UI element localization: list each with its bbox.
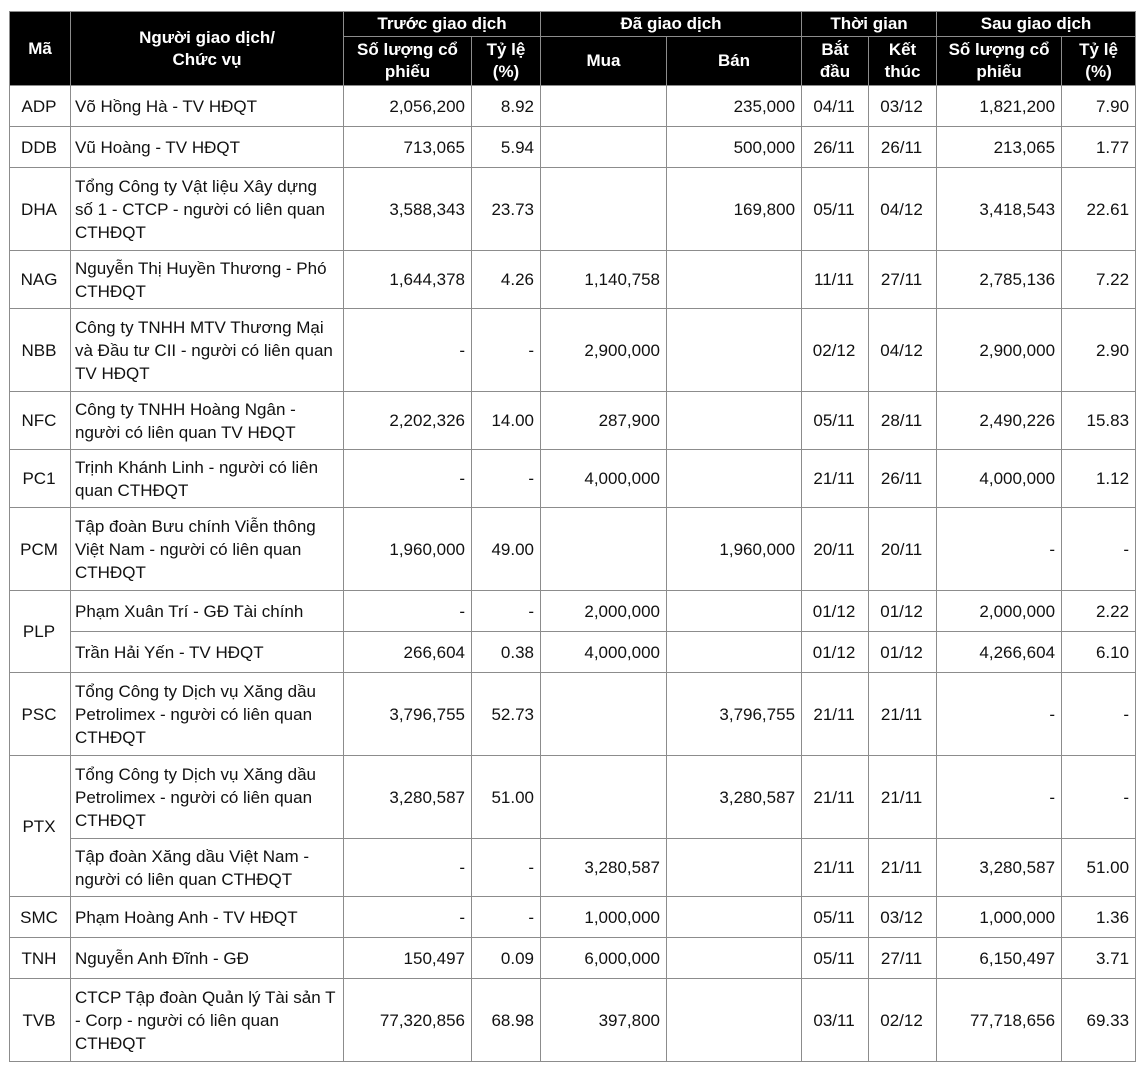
cell-ban: 3,796,755 [667, 673, 802, 756]
cell-name: Phạm Xuân Trí - GĐ Tài chính [71, 591, 344, 632]
cell-mua: 1,140,758 [541, 251, 667, 309]
cell-start: 21/11 [802, 673, 869, 756]
cell-start: 20/11 [802, 508, 869, 591]
cell-sau-sl: 3,280,587 [937, 839, 1062, 897]
cell-start: 02/12 [802, 309, 869, 392]
cell-name: Công ty TNHH Hoàng Ngân - người có liên quan TV HĐQT [71, 392, 344, 450]
cell-end: 01/12 [869, 632, 937, 673]
cell-ma: DHA [10, 168, 71, 251]
cell-truoc-sl: 266,604 [344, 632, 472, 673]
cell-truoc-sl: - [344, 309, 472, 392]
cell-start: 26/11 [802, 127, 869, 168]
table-row [10, 251, 1136, 309]
cell-truoc-tl: 0.09 [472, 938, 541, 979]
cell-mua [541, 168, 667, 251]
group-sau-giao-dich: Sau giao dịch [937, 12, 1136, 37]
cell-ma: PSC [10, 673, 71, 756]
cell-mua: 4,000,000 [541, 450, 667, 508]
cell-truoc-sl: 2,202,326 [344, 392, 472, 450]
cell-truoc-sl: - [344, 897, 472, 938]
cell-truoc-tl: 0.38 [472, 632, 541, 673]
cell-sau-sl: - [937, 508, 1062, 591]
cell-end: 02/12 [869, 979, 937, 1062]
cell-ban [667, 839, 802, 897]
cell-mua [541, 127, 667, 168]
cell-end: 26/11 [869, 450, 937, 508]
cell-sau-tl: 6.10 [1062, 632, 1136, 673]
cell-ma: NFC [10, 392, 71, 450]
cell-ma: PLP [10, 591, 71, 673]
cell-sau-tl: 22.61 [1062, 168, 1136, 251]
cell-sau-tl: 2.90 [1062, 309, 1136, 392]
cell-end: 21/11 [869, 756, 937, 839]
cell-truoc-tl: - [472, 839, 541, 897]
table-row [10, 979, 1136, 1062]
table-row [10, 839, 1136, 897]
cell-mua [541, 673, 667, 756]
cell-ban [667, 591, 802, 632]
cell-name: Tập đoàn Xăng dầu Việt Nam - người có liên quan CTHĐQT [71, 839, 344, 897]
cell-truoc-tl: - [472, 450, 541, 508]
cell-end: 04/12 [869, 168, 937, 251]
cell-sau-tl: - [1062, 508, 1136, 591]
cell-start: 05/11 [802, 168, 869, 251]
col-truoc-so-luong: Số lượng cổ phiếu [344, 37, 472, 86]
cell-name: CTCP Tập đoàn Quản lý Tài sản T - Corp - người có liên quan CTHĐQT [71, 979, 344, 1062]
cell-start: 21/11 [802, 756, 869, 839]
cell-sau-sl: 4,266,604 [937, 632, 1062, 673]
cell-name: Tập đoàn Bưu chính Viễn thông Việt Nam - người có liên quan CTHĐQT [71, 508, 344, 591]
cell-end: 27/11 [869, 251, 937, 309]
cell-truoc-sl: 150,497 [344, 938, 472, 979]
cell-mua: 2,000,000 [541, 591, 667, 632]
cell-mua: 3,280,587 [541, 839, 667, 897]
cell-truoc-sl: 77,320,856 [344, 979, 472, 1062]
cell-name: Trần Hải Yến - TV HĐQT [71, 632, 344, 673]
cell-mua [541, 508, 667, 591]
cell-truoc-tl: 14.00 [472, 392, 541, 450]
cell-sau-sl: 1,000,000 [937, 897, 1062, 938]
cell-truoc-sl: 1,644,378 [344, 251, 472, 309]
cell-mua: 1,000,000 [541, 897, 667, 938]
group-da-giao-dich: Đã giao dịch [541, 12, 802, 37]
cell-truoc-tl: 68.98 [472, 979, 541, 1062]
cell-start: 05/11 [802, 938, 869, 979]
cell-ban: 500,000 [667, 127, 802, 168]
cell-sau-sl: 2,000,000 [937, 591, 1062, 632]
cell-end: 21/11 [869, 673, 937, 756]
cell-truoc-tl: 51.00 [472, 756, 541, 839]
cell-ma: TVB [10, 979, 71, 1062]
cell-sau-tl: 1.77 [1062, 127, 1136, 168]
cell-mua: 6,000,000 [541, 938, 667, 979]
col-ma: Mã [10, 12, 71, 86]
cell-start: 01/12 [802, 632, 869, 673]
cell-start: 03/11 [802, 979, 869, 1062]
table-row [10, 450, 1136, 508]
cell-mua [541, 756, 667, 839]
cell-truoc-sl: - [344, 839, 472, 897]
cell-mua: 4,000,000 [541, 632, 667, 673]
cell-ban: 3,280,587 [667, 756, 802, 839]
cell-ban [667, 979, 802, 1062]
cell-truoc-tl: 23.73 [472, 168, 541, 251]
cell-ban: 169,800 [667, 168, 802, 251]
cell-truoc-tl: - [472, 309, 541, 392]
cell-truoc-sl: 713,065 [344, 127, 472, 168]
group-thoi-gian: Thời gian [802, 12, 937, 37]
cell-ma: PTX [10, 756, 71, 897]
cell-mua [541, 86, 667, 127]
cell-truoc-sl: - [344, 450, 472, 508]
cell-name: Công ty TNHH MTV Thương Mại và Đầu tư CII - người có liên quan TV HĐQT [71, 309, 344, 392]
cell-truoc-tl: 5.94 [472, 127, 541, 168]
col-bat-dau: Bắt đầu [802, 37, 869, 86]
cell-end: 26/11 [869, 127, 937, 168]
cell-truoc-sl: 3,796,755 [344, 673, 472, 756]
cell-name: Nguyễn Thị Huyền Thương - Phó CTHĐQT [71, 251, 344, 309]
cell-sau-tl: 7.22 [1062, 251, 1136, 309]
cell-ma: SMC [10, 897, 71, 938]
cell-start: 05/11 [802, 897, 869, 938]
cell-sau-tl: - [1062, 673, 1136, 756]
cell-sau-tl: 3.71 [1062, 938, 1136, 979]
cell-end: 20/11 [869, 508, 937, 591]
cell-sau-sl: 2,900,000 [937, 309, 1062, 392]
cell-end: 03/12 [869, 897, 937, 938]
cell-ma: DDB [10, 127, 71, 168]
cell-name: Phạm Hoàng Anh - TV HĐQT [71, 897, 344, 938]
cell-end: 03/12 [869, 86, 937, 127]
cell-truoc-tl: 52.73 [472, 673, 541, 756]
cell-sau-sl: 213,065 [937, 127, 1062, 168]
cell-end: 28/11 [869, 392, 937, 450]
table-row [10, 392, 1136, 450]
cell-truoc-sl: 2,056,200 [344, 86, 472, 127]
cell-ban [667, 938, 802, 979]
table-row [10, 938, 1136, 979]
table-row [10, 168, 1136, 251]
table-row [10, 591, 1136, 632]
col-sau-ty-le: Tỷ lệ (%) [1062, 37, 1136, 86]
col-mua: Mua [541, 37, 667, 86]
cell-ma: ADP [10, 86, 71, 127]
cell-truoc-tl: 4.26 [472, 251, 541, 309]
cell-sau-sl: - [937, 756, 1062, 839]
cell-start: 05/11 [802, 392, 869, 450]
cell-sau-tl: 51.00 [1062, 839, 1136, 897]
cell-name: Tổng Công ty Dịch vụ Xăng dầu Petrolimex - người có liên quan CTHĐQT [71, 673, 344, 756]
cell-sau-tl: 1.36 [1062, 897, 1136, 938]
table-row [10, 897, 1136, 938]
cell-start: 21/11 [802, 450, 869, 508]
cell-mua: 397,800 [541, 979, 667, 1062]
cell-name: Nguyễn Anh Đĩnh - GĐ [71, 938, 344, 979]
cell-ban [667, 450, 802, 508]
cell-name: Võ Hồng Hà - TV HĐQT [71, 86, 344, 127]
cell-truoc-tl: - [472, 897, 541, 938]
cell-truoc-tl: - [472, 591, 541, 632]
cell-sau-tl: 1.12 [1062, 450, 1136, 508]
cell-ban [667, 251, 802, 309]
table-row [10, 309, 1136, 392]
cell-ma: PCM [10, 508, 71, 591]
cell-sau-tl: 2.22 [1062, 591, 1136, 632]
cell-ban [667, 632, 802, 673]
table-row [10, 127, 1136, 168]
col-ket-thuc: Kết thúc [869, 37, 937, 86]
cell-ma: NAG [10, 251, 71, 309]
cell-sau-sl: 77,718,656 [937, 979, 1062, 1062]
group-truoc-giao-dich: Trước giao dịch [344, 12, 541, 37]
cell-ban: 1,960,000 [667, 508, 802, 591]
cell-ban [667, 392, 802, 450]
cell-truoc-sl: 3,280,587 [344, 756, 472, 839]
insider-transactions-table [9, 11, 1136, 1062]
table-row [10, 756, 1136, 839]
cell-truoc-sl: 3,588,343 [344, 168, 472, 251]
cell-name: Vũ Hoàng - TV HĐQT [71, 127, 344, 168]
cell-start: 01/12 [802, 591, 869, 632]
cell-sau-sl: 1,821,200 [937, 86, 1062, 127]
cell-start: 04/11 [802, 86, 869, 127]
cell-end: 04/12 [869, 309, 937, 392]
cell-end: 21/11 [869, 839, 937, 897]
cell-sau-tl: 7.90 [1062, 86, 1136, 127]
cell-name: Tổng Công ty Vật liệu Xây dựng số 1 - CTCP - người có liên quan CTHĐQT [71, 168, 344, 251]
cell-ma: NBB [10, 309, 71, 392]
cell-truoc-sl: 1,960,000 [344, 508, 472, 591]
cell-name: Trịnh Khánh Linh - người có liên quan CTHĐQT [71, 450, 344, 508]
cell-truoc-tl: 8.92 [472, 86, 541, 127]
cell-sau-sl: 3,418,543 [937, 168, 1062, 251]
col-sau-so-luong: Số lượng cổ phiếu [937, 37, 1062, 86]
table-row [10, 673, 1136, 756]
cell-end: 01/12 [869, 591, 937, 632]
cell-start: 11/11 [802, 251, 869, 309]
col-ban: Bán [667, 37, 802, 86]
cell-ma: PC1 [10, 450, 71, 508]
cell-ban: 235,000 [667, 86, 802, 127]
table-row [10, 508, 1136, 591]
col-nguoi-giao-dich: Người giao dịch/ Chức vụ [71, 12, 344, 86]
cell-start: 21/11 [802, 839, 869, 897]
cell-mua: 2,900,000 [541, 309, 667, 392]
cell-sau-tl: - [1062, 756, 1136, 839]
cell-sau-sl: 6,150,497 [937, 938, 1062, 979]
cell-sau-sl: 4,000,000 [937, 450, 1062, 508]
table-row [10, 632, 1136, 673]
cell-sau-sl: 2,490,226 [937, 392, 1062, 450]
cell-mua: 287,900 [541, 392, 667, 450]
cell-sau-sl: 2,785,136 [937, 251, 1062, 309]
table-row [10, 86, 1136, 127]
cell-name: Tổng Công ty Dịch vụ Xăng dầu Petrolimex - người có liên quan CTHĐQT [71, 756, 344, 839]
cell-ban [667, 309, 802, 392]
cell-sau-tl: 15.83 [1062, 392, 1136, 450]
cell-ma: TNH [10, 938, 71, 979]
cell-sau-sl: - [937, 673, 1062, 756]
cell-sau-tl: 69.33 [1062, 979, 1136, 1062]
cell-truoc-sl: - [344, 591, 472, 632]
col-truoc-ty-le: Tỷ lệ (%) [472, 37, 541, 86]
cell-truoc-tl: 49.00 [472, 508, 541, 591]
cell-ban [667, 897, 802, 938]
cell-end: 27/11 [869, 938, 937, 979]
